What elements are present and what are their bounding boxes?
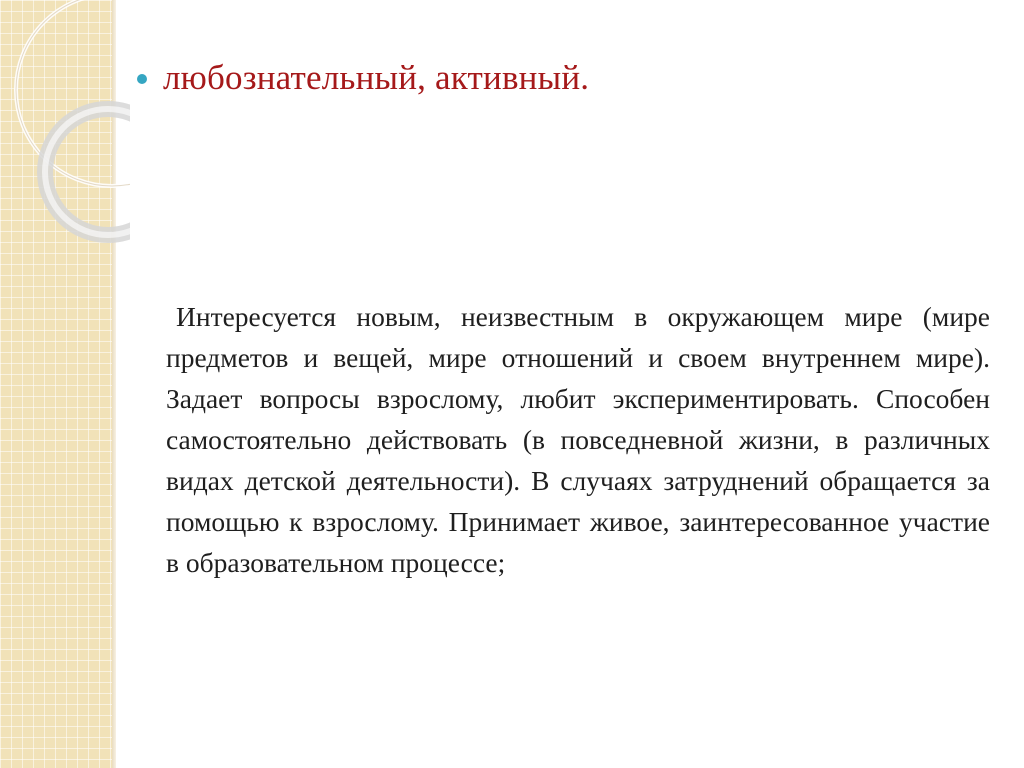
bullet-heading: любознательный, активный. [163, 58, 590, 97]
bullet-item [137, 58, 589, 98]
description-paragraph: Интересуется новым, неизвестным в окружающем мире (мире предметов и вещей, мире отношений и своем внутреннем мире). Задает вопросы взрослому, любит экспериментировать. Способен самостоятельно действовать (в повседневной жизни, в различных видах детской деятельности). В случаях затруднений обращается за помощью к взрослому. Принимает живое, заинтересованное участие в образовательном процессе; [166, 301, 990, 578]
decorative-circles [0, 0, 130, 260]
bullet-dot-icon [137, 74, 147, 84]
